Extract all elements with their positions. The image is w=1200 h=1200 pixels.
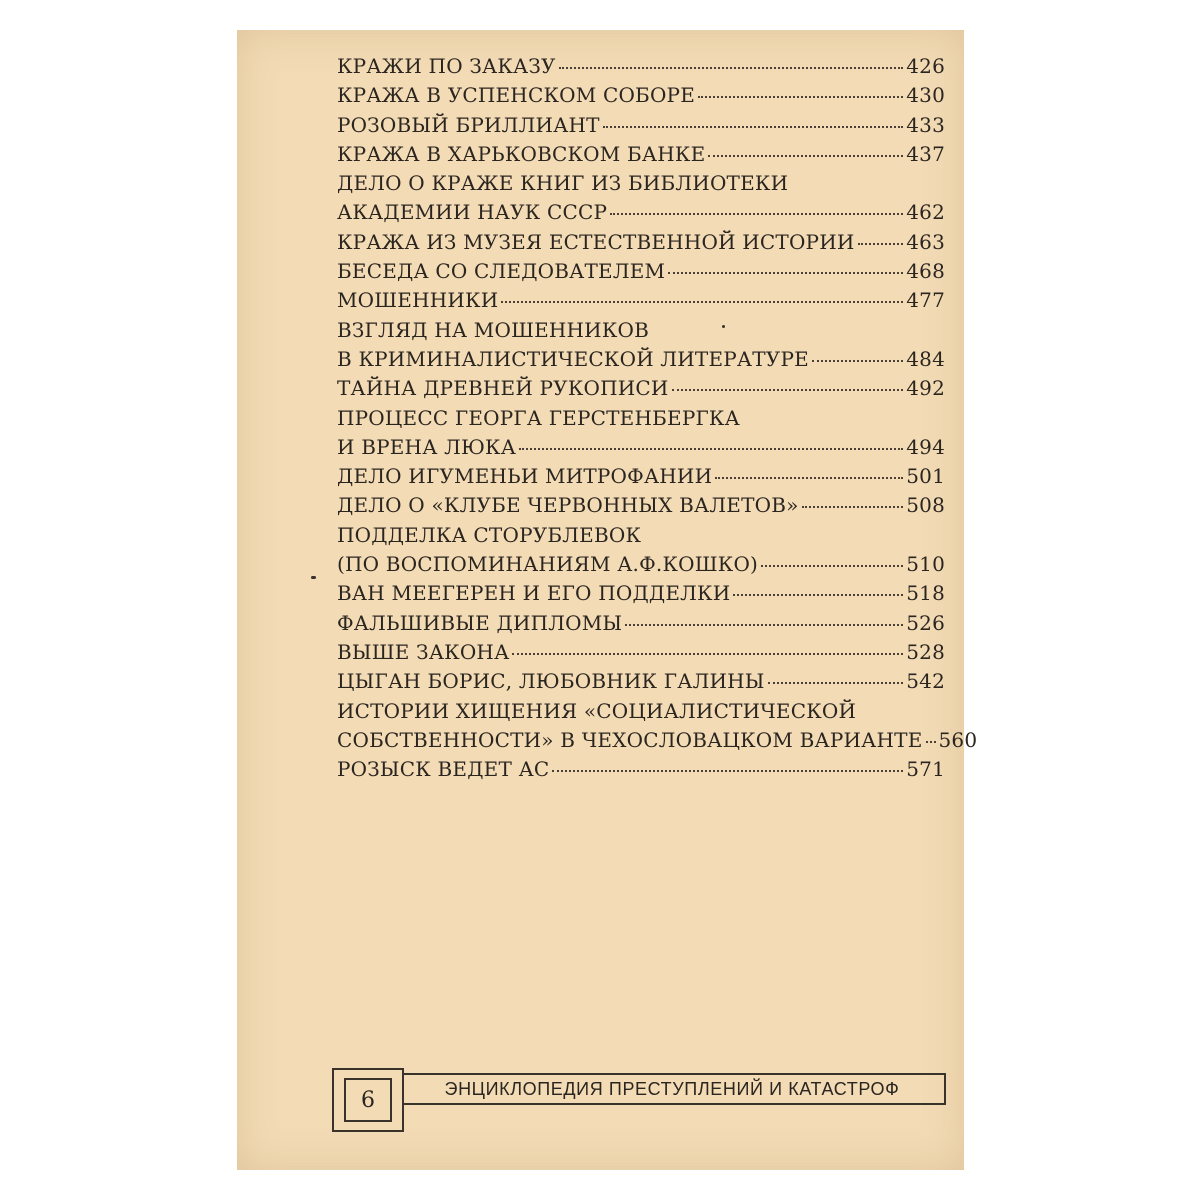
toc-entry-title: КРАЖА В УСПЕНСКОМ СОБОРЕ [337, 83, 696, 108]
toc-entry-page: 518 [906, 581, 945, 606]
toc-entry-title: ИСТОРИИ ХИЩЕНИЯ «СОЦИАЛИСТИЧЕСКОЙ [337, 698, 857, 723]
table-of-contents [337, 54, 978, 786]
toc-leader-dots [672, 389, 904, 391]
toc-entry-page: 526 [906, 610, 945, 635]
toc-leader-dots [858, 243, 904, 245]
toc-leader-dots [926, 741, 936, 743]
toc-entry-title: ТАЙНА ДРЕВНЕЙ РУКОПИСИ [337, 376, 669, 401]
toc-entry-title: ЦЫГАН БОРИС, ЛЮБОВНИК ГАЛИНЫ [337, 669, 765, 694]
toc-entry-title: (ПО ВОСПОМИНАНИЯМ А.Ф.КОШКО) [337, 552, 759, 577]
toc-entry-title: СОБСТВЕННОСТИ» В ЧЕХОСЛОВАЦКОМ ВАРИАНТЕ [337, 727, 923, 752]
toc-entry-title: МОШЕННИКИ [337, 288, 499, 313]
toc-entry [337, 640, 945, 669]
toc-entry [337, 552, 945, 581]
toc-leader-dots [761, 565, 903, 567]
toc-entry [337, 581, 945, 610]
toc-entry [337, 230, 945, 259]
toc-leader-dots [559, 67, 904, 69]
toc-entry-page: 462 [906, 200, 945, 225]
toc-entry-continued [337, 171, 945, 200]
toc-entry [337, 757, 945, 786]
toc-entry [337, 669, 945, 698]
toc-entry-title: ДЕЛО ИГУМЕНЬИ МИТРОФАНИИ [337, 464, 713, 489]
page-number: 6 [344, 1078, 392, 1122]
toc-leader-dots [501, 301, 903, 303]
toc-entry-title: ВЗГЛЯД НА МОШЕННИКОВ [337, 317, 649, 342]
toc-entry-title: КРАЖА В ХАРЬКОВСКОМ БАНКЕ [337, 141, 706, 166]
toc-entry [337, 200, 945, 229]
toc-entry-page: 560 [938, 727, 978, 752]
toc-entry-title: ДЕЛО О «КЛУБЕ ЧЕРВОННЫХ ВАЛЕТОВ» [337, 493, 799, 518]
toc-entry [337, 376, 945, 405]
toc-entry-title: АКАДЕМИИ НАУК СССР [337, 200, 608, 225]
toc-entry [337, 259, 945, 288]
toc-entry [337, 83, 945, 112]
toc-entry-page: 492 [906, 376, 945, 401]
toc-leader-dots [512, 653, 903, 655]
toc-entry [337, 435, 945, 464]
toc-leader-dots [552, 770, 903, 772]
toc-entry [337, 347, 945, 376]
toc-entry [337, 611, 945, 640]
toc-entry-continued [337, 699, 945, 728]
toc-entry-continued [337, 318, 945, 347]
toc-entry-title: КРАЖИ ПО ЗАКАЗУ [337, 54, 556, 78]
toc-entry-page: 510 [906, 552, 945, 577]
toc-leader-dots [812, 360, 903, 362]
toc-leader-dots [668, 272, 903, 274]
toc-entry-title: БЕСЕДА СО СЛЕДОВАТЕЛЕМ [337, 259, 666, 284]
toc-entry-page: 484 [906, 346, 945, 371]
toc-entry-title: ПРОЦЕСС ГЕОРГА ГЕРСТЕНБЕРГКА [337, 405, 740, 430]
toc-leader-dots [603, 126, 904, 128]
toc-leader-dots [698, 96, 903, 98]
footer-page-box [332, 1068, 404, 1132]
toc-entry-page: 508 [906, 493, 945, 518]
toc-entry-continued [337, 406, 945, 435]
toc-entry-page: 430 [906, 83, 945, 108]
toc-entry-continued [337, 523, 945, 552]
running-footer-title: ЭНЦИКЛОПЕДИЯ ПРЕСТУПЛЕНИЙ И КАТАСТРОФ [444, 1079, 900, 1099]
ink-speck [311, 576, 316, 579]
toc-entry [337, 288, 945, 317]
toc-entry-page: 571 [906, 757, 945, 782]
toc-entry-title: В КРИМИНАЛИСТИЧЕСКОЙ ЛИТЕРАТУРЕ [337, 346, 809, 371]
toc-entry-title: И ВРЕНА ЛЮКА [337, 434, 517, 459]
toc-leader-dots [715, 477, 903, 479]
toc-entry-title: ДЕЛО О КРАЖЕ КНИГ ИЗ БИБЛИОТЕКИ [337, 171, 789, 196]
toc-entry-page: 494 [906, 434, 945, 459]
toc-leader-dots [733, 594, 903, 596]
toc-entry-title: РОЗЫСК ВЕДЕТ АС [337, 757, 550, 782]
toc-entry-page: 463 [906, 229, 945, 254]
toc-entry-page: 528 [906, 639, 945, 664]
toc-entry [337, 464, 945, 493]
toc-entry-page: 433 [906, 112, 945, 137]
ink-speck [722, 325, 725, 328]
toc-entry [337, 54, 945, 83]
toc-leader-dots [519, 448, 903, 450]
toc-entry-page: 437 [906, 141, 945, 166]
toc-entry [337, 113, 945, 142]
toc-entry-page: 542 [906, 669, 945, 694]
toc-entry-title: ФАЛЬШИВЫЕ ДИПЛОМЫ [337, 610, 623, 635]
toc-leader-dots [802, 506, 904, 508]
toc-entry [337, 727, 978, 757]
book-page [237, 30, 978, 1170]
toc-entry-page: 477 [906, 288, 945, 313]
toc-leader-dots [708, 155, 903, 157]
toc-leader-dots [610, 213, 903, 215]
toc-entry-title: КРАЖА ИЗ МУЗЕЯ ЕСТЕСТВЕННОЙ ИСТОРИИ [337, 229, 855, 254]
toc-entry-page: 468 [906, 259, 945, 284]
toc-entry-title: ВАН МЕЕГЕРЕН И ЕГО ПОДДЕЛКИ [337, 581, 731, 606]
toc-leader-dots [625, 624, 903, 626]
toc-entry-page: 501 [906, 464, 945, 489]
toc-entry [337, 493, 945, 522]
toc-leader-dots [768, 682, 904, 684]
toc-entry-title: ПОДДЕЛКА СТОРУБЛЕВОК [337, 522, 642, 547]
toc-entry-title: ВЫШЕ ЗАКОНА [337, 639, 510, 664]
toc-entry [337, 142, 945, 171]
toc-entry-page: 426 [906, 54, 945, 78]
toc-entry-title: РОЗОВЫЙ БРИЛЛИАНТ [337, 112, 600, 137]
